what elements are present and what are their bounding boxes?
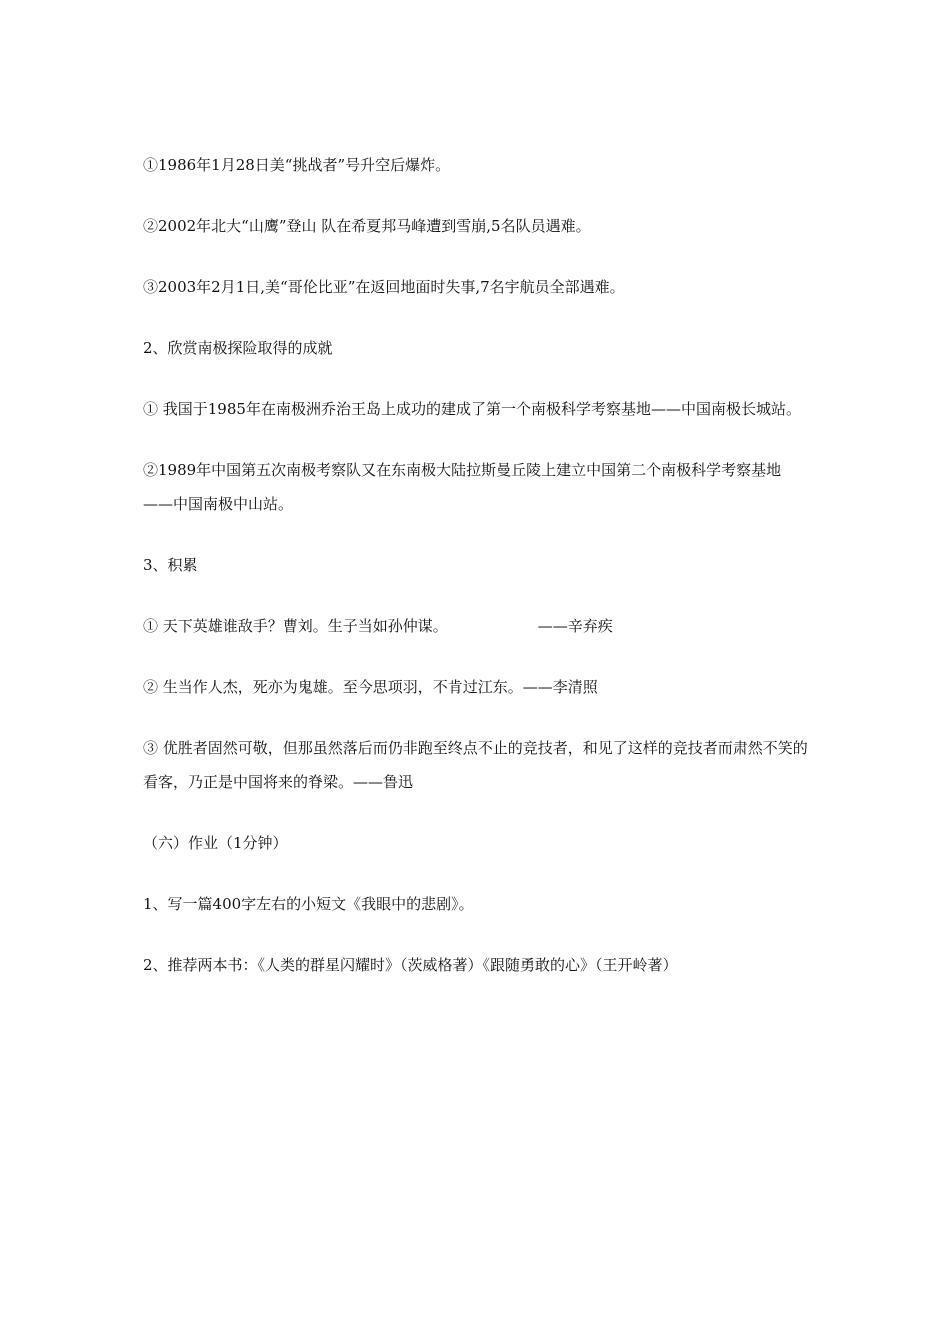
list-item-zhongshan-station: ②1989年中国第五次南极考察队又在东南极大陆拉斯曼丘陵上建立中国第二个南极科学考察基地——中国南极中山站。 (143, 461, 782, 513)
quote-li-qingzhao: ② 生当作人杰，死亦为鬼雄。至今思项羽，不肯过江东。——李清照 (143, 678, 598, 696)
document-body (143, 148, 811, 1009)
section-heading-antarctic: 2、欣赏南极探险取得的成就 (143, 339, 333, 357)
section-heading-accumulation: 3、积累 (143, 556, 198, 574)
homework-item-essay: 1、写一篇400字左右的小短文《我眼中的悲剧》。 (143, 895, 474, 913)
list-item-shanying: ②2002年北大“山鹰”登山 队在希夏邦马峰遭到雪崩,5名队员遇难。 (143, 217, 591, 235)
quote-lu-xun: ③ 优胜者固然可敬，但那虽然落后而仍非跑至终点不止的竞技者，和见了这样的竞技者而肃然不笑的看客，乃正是中国将来的脊梁。——鲁迅 (143, 739, 808, 791)
list-item-challenger: ①1986年1月28日美“挑战者”号升空后爆炸。 (143, 156, 451, 174)
list-item-great-wall-station: ① 我国于1985年在南极洲乔治王岛上成功的建成了第一个南极科学考察基地——中国南极长城站。 (143, 400, 801, 418)
quote-xin-qiji (143, 609, 811, 643)
list-item-columbia: ③2003年2月1日,美“哥伦比亚”在返回地面时失事,7名宇航员全部遇难。 (143, 278, 625, 296)
quote-text: ① 天下英雄谁敌手？曹刘。生子当如孙仲谋。 (143, 617, 448, 635)
section-heading-homework: （六）作业（1分钟） (143, 834, 288, 852)
quote-author: ——辛弃疾 (537, 617, 613, 635)
homework-item-books: 2、推荐两本书：《人类的群星闪耀时》（茨威格著）《跟随勇敢的心》（王开岭著） (143, 956, 678, 974)
